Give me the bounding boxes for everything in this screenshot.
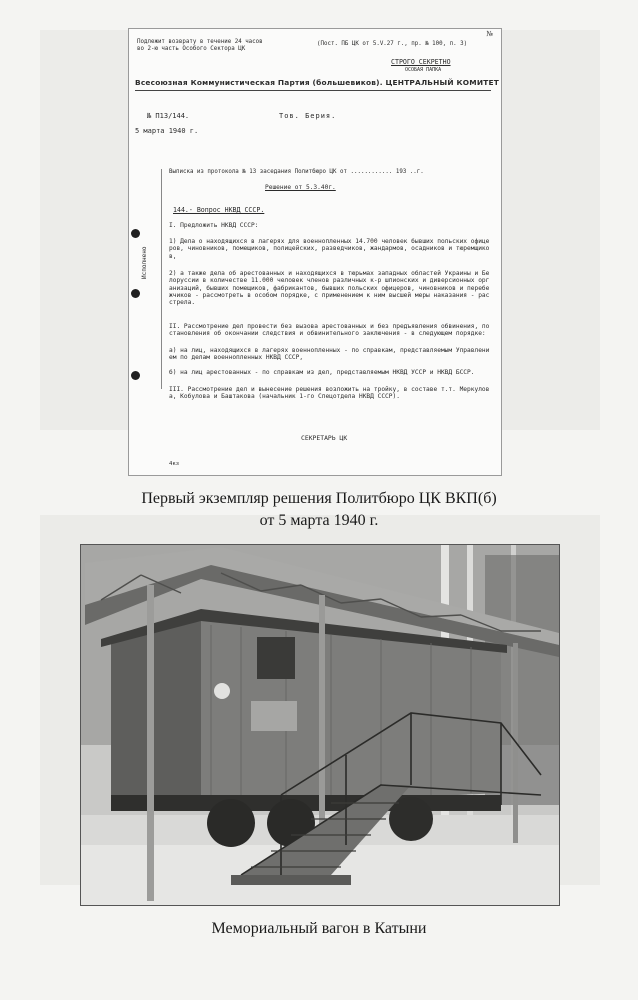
canopy-post [319,595,325,845]
wagon-illustration [81,545,559,905]
decision-paragraph: II. Рассмотрение дел провести без вызова арестованных и без предъявления обвинения, постановления об окончании следствия и обвинительного заключения - в следующем порядке: [169,323,490,338]
binder-hole [131,289,140,298]
addressee: Тов. Берия. [279,112,337,120]
secrecy-stamp: СТРОГО СЕКРЕТНО [391,58,451,66]
margin-line [161,169,162,389]
document-number: № П13/144. [147,112,190,120]
special-folder-mark: ОСОБАЯ ПАПКА [405,67,442,73]
politburo-decision-document [128,28,502,476]
copy-count: 4кз [169,461,180,467]
stair-base [231,875,351,885]
decision-date: Решение от 5.3.40г. [265,184,336,191]
wheel [207,799,255,847]
memorial-wagon-photo [80,544,560,906]
document-date: 5 марта 1940 г. [135,127,199,135]
decision-paragraph: I. Предложить НКВД СССР: [169,222,259,229]
agenda-item: 144.- Вопрос НКВД СССР. [173,206,265,214]
decision-paragraph: а) на лиц, находящихся в лагерях военнопленных - по справкам, представляемым Управлением по делам военнопленных НКВД СССР, [169,347,490,362]
return-notice-line: Подлежит возврату в течение 24 часов [137,39,263,45]
canopy-post [147,585,154,901]
wagon-window [257,637,295,679]
document-caption-line-1: Первый экземпляр решения Политбюро ЦК ВКП(б) [141,490,497,507]
letterhead-rule [135,90,491,91]
resolution-reference: (Пост. ПБ ЦК от 5.V.27 г., пр. № 100, п. 3) [317,41,468,47]
document-caption-line-2: от 5 марта 1940 г. [259,512,379,529]
return-notice [137,39,263,53]
corner-mark: № [486,30,493,38]
decision-paragraph: 1) Дела о находящихся в лагерях для военнопленных 14.700 человек бывших польских офицеров, чиновников, помещиков, полицейских, разведчиков, жандармов, осадников и тюремщиков, [169,238,490,260]
decision-paragraph: 2) а также дела об арестованных и находящихся в тюрьмах западных областей Украины и Белоруссии в количестве 11.000 человек членов различных к-р шпионских и диверсионных организаций, бывших помещиков, фабрикантов, бывших польских офицеров, чиновников и перебежчиков - рассмотреть в особом порядке, с применением к ним высшей меры наказания - расстрела. [169,270,490,307]
memorial-plaque [251,701,297,731]
signature-line: СЕКРЕТАРЬ ЦК [301,434,348,442]
binder-hole [131,229,140,238]
wagon-end-wall [111,615,201,807]
return-notice-line: во 2-ю часть Особого Сектора ЦК [137,46,246,52]
decision-paragraph: III. Рассмотрение дел и вынесение решения возложить на тройку, в составе т.т. Меркулова, Кобулова и Баштакова (начальник 1-го Спецотдела НКВД СССР). [169,386,490,401]
binder-hole [131,371,140,380]
decision-paragraph: б) на лиц арестованных - по справкам из дел, представляемым НКВД УССР и НКВД БССР. [169,369,475,376]
party-letterhead: Всесоюзная Коммунистическая Партия (большевиков). ЦЕНТРАЛЬНЫЙ КОМИТЕТ [135,78,499,87]
photo-caption: Мемориальный вагон в Катыни [211,920,427,937]
emblem [214,683,230,699]
protocol-extract-line: Выписка из протокола № 13 заседания Политбюро ЦК от ............ 193 ..г. [169,169,424,175]
margin-note: Исполнено [141,246,148,279]
